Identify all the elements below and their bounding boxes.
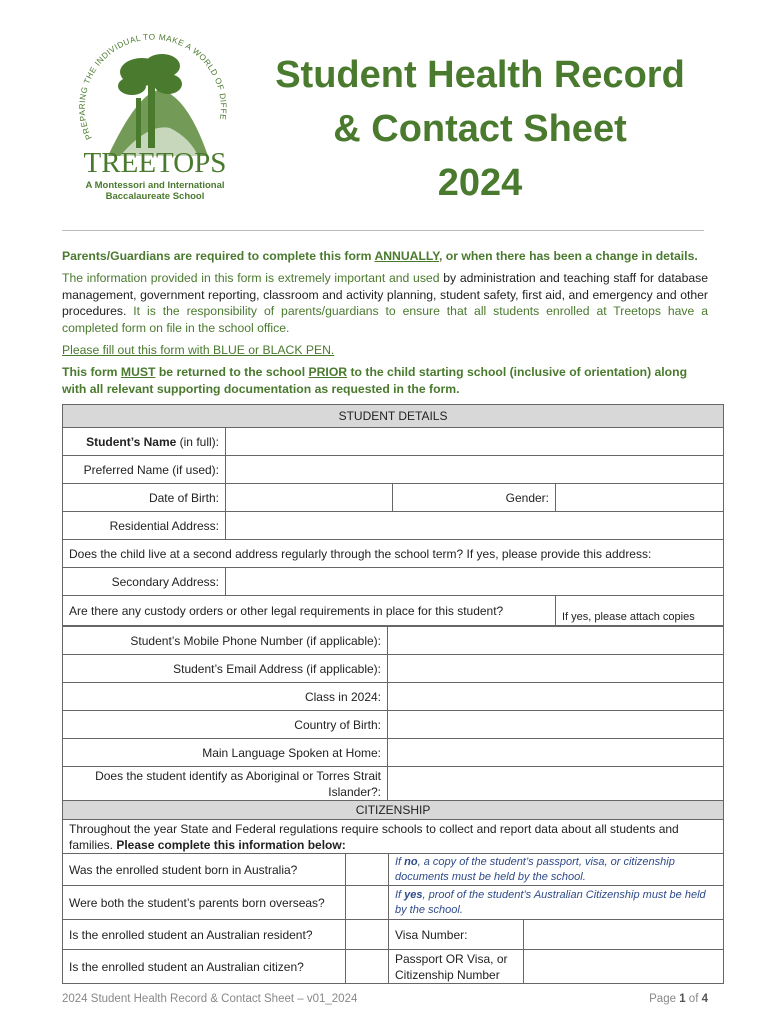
class-label: Class in 2024: [63,683,388,711]
preferred-name-field[interactable] [226,456,724,484]
resident-answer[interactable] [346,920,389,950]
residential-address-field[interactable] [226,512,724,540]
gender-field[interactable] [556,484,724,512]
mobile-field[interactable] [388,627,724,655]
aboriginal-label: Does the student identify as Aboriginal or Torres Strait Islander?: [63,767,388,801]
visa-number-label: Visa Number: [389,920,524,950]
logo-arc-text: PREPARING THE INDIVIDUAL TO MAKE A WORLD OF DIFFE [77,32,228,141]
intro-return-note: This form MUST be returned to the school PRIOR to the child starting school (inclusive of orientation) along with all relevant supporting documentation as requested in the form. [62,365,688,396]
student-name-field[interactable] [226,428,724,456]
visa-number-field[interactable] [524,920,724,950]
language-label: Main Language Spoken at Home: [63,739,388,767]
second-address-question: Does the child live at a second address regularly through the school term? If yes, please provide this address: [63,540,724,568]
student-details-header: STUDENT DETAILS [63,405,724,428]
born-australia-question: Was the enrolled student born in Australia? [63,854,346,886]
student-name-label: Student’s Name (in full): [63,428,226,456]
footer-page-number: Page 1 of 4 [649,993,708,1005]
country-field[interactable] [388,711,724,739]
parents-overseas-answer[interactable] [346,886,389,920]
gender-label: Gender: [393,484,556,512]
citizenship-header: CITIZENSHIP [63,801,724,820]
citizen-answer[interactable] [346,950,389,984]
dob-field[interactable] [226,484,393,512]
preferred-name-label: Preferred Name (if used): [63,456,226,484]
class-field[interactable] [388,683,724,711]
logo-line1: A Montessori and International [85,180,225,191]
born-australia-answer[interactable] [346,854,389,886]
dob-label: Date of Birth: [63,484,226,512]
aboriginal-field[interactable] [388,767,724,801]
citizenship-table [62,800,724,984]
student-contact-table [62,626,724,801]
passport-field[interactable] [524,950,724,984]
parents-overseas-question: Were both the student’s parents born overseas? [63,886,346,920]
email-field[interactable] [388,655,724,683]
email-label: Student’s Email Address (if applicable): [63,655,388,683]
citizen-question: Is the enrolled student an Australian citizen? [63,950,346,984]
residential-address-label: Residential Address: [63,512,226,540]
student-details-table [62,404,724,626]
secondary-address-label: Secondary Address: [63,568,226,596]
intro-annual-note: Parents/Guardians are required to complete this form ANNUALLY, or when there has been a change in details. [62,249,698,263]
born-australia-note: If no, a copy of the student’s passport, visa, or citizenship documents must be held by the school. [389,854,724,886]
treetops-logo-icon [70,28,240,208]
country-label: Country of Birth: [63,711,388,739]
intro-pen-note: Please fill out this form with BLUE or BLACK PEN. [62,343,335,357]
school-logo [70,28,240,208]
citizenship-intro: Throughout the year State and Federal regulations require schools to collect and report data about all students and families. Please complete this information below: [63,820,724,854]
custody-note[interactable]: If yes, please attach copies [556,596,724,626]
resident-question: Is the enrolled student an Australian resident? [63,920,346,950]
intro-purpose: The information provided in this form is extremely important and used by administration and teaching staff for database management, government reporting, classroom and activity planning, student safety, first aid, and emergency and other procedures. It is the responsibility of parents/guardians to ensure that all students enrolled at Treetops have a completed form on file in the school office. [62,271,709,335]
secondary-address-field[interactable] [226,568,724,596]
logo-name: TREETOPS [83,147,227,179]
language-field[interactable] [388,739,724,767]
logo-line2: Baccalaureate School [105,191,205,202]
parents-overseas-note: If yes, proof of the student’s Australian Citizenship must be held by the school. [389,886,724,920]
passport-label: Passport OR Visa, or Citizenship Number [389,950,524,984]
divider [62,230,704,231]
mobile-label: Student’s Mobile Phone Number (if applicable): [63,627,388,655]
page-title: Student Health Record & Contact Sheet 2024 [275,54,685,204]
custody-question: Are there any custody orders or other legal requirements in place for this student? [63,596,556,626]
footer-document-name: 2024 Student Health Record & Contact Sheet – v01_2024 [62,993,358,1005]
